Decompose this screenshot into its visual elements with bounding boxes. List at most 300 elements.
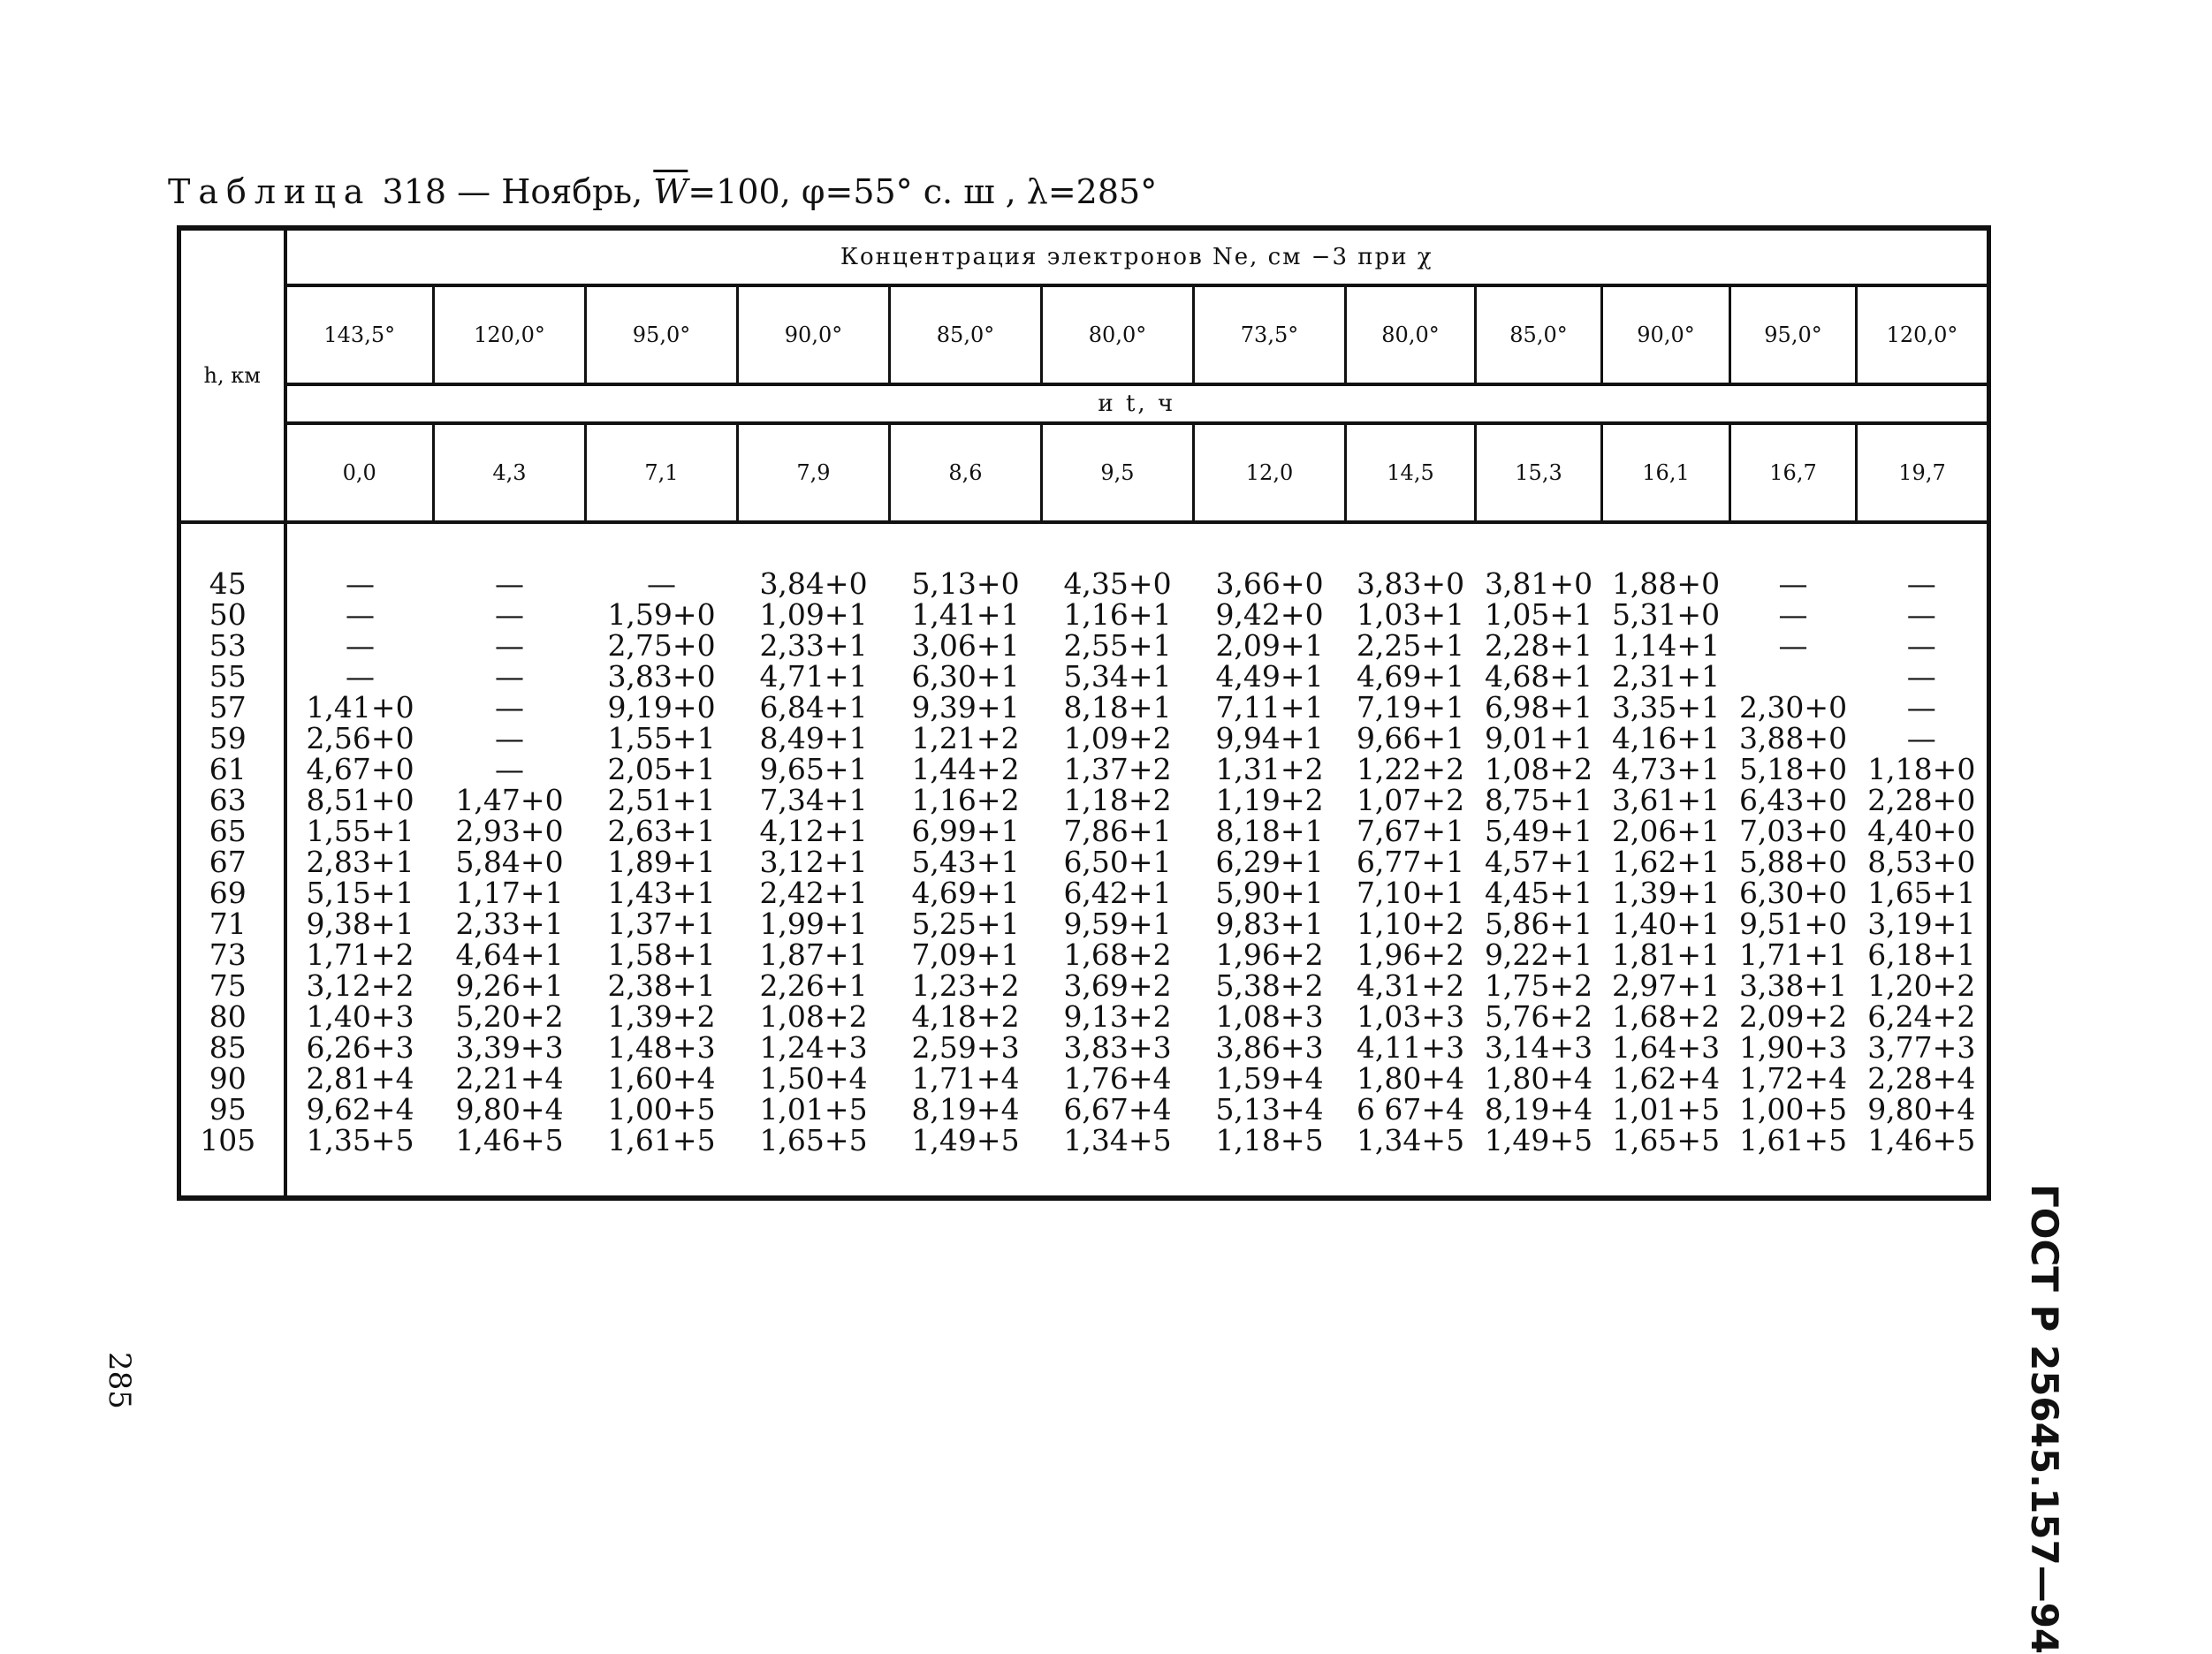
table-row bbox=[179, 1094, 1989, 1125]
value-cell: 5,20+2 bbox=[455, 999, 564, 1034]
value-cell: 5,13+0 bbox=[911, 566, 1020, 601]
altitude-cell: 50 bbox=[179, 599, 285, 630]
value-cell: 9,51+0 bbox=[1738, 907, 1848, 941]
value-cell: 1,05+1 bbox=[1484, 597, 1593, 632]
body-spacer-cell bbox=[1346, 522, 1476, 568]
value-cell: 6,26+3 bbox=[306, 1030, 414, 1065]
t-header-2: 4,3 bbox=[434, 423, 586, 522]
chi-header-9: 85,0° bbox=[1476, 285, 1602, 384]
value-cell: — bbox=[1857, 661, 1989, 692]
t-header-3: 7,1 bbox=[586, 423, 738, 522]
value-cell: 3,84+0 bbox=[759, 566, 868, 601]
chi-header-4: 90,0° bbox=[738, 285, 890, 384]
chi-header-6: 80,0° bbox=[1042, 285, 1194, 384]
value-cell: 9,01+1 bbox=[1484, 721, 1593, 755]
body-spacer-cell bbox=[1042, 522, 1194, 568]
value-cell: 8,18+1 bbox=[1215, 814, 1324, 848]
value-cell: 2,33+1 bbox=[455, 907, 564, 941]
value-cell: 1,80+4 bbox=[1484, 1061, 1593, 1096]
value-cell: 1,48+3 bbox=[607, 1030, 716, 1065]
value-cell: 3,83+0 bbox=[1356, 566, 1465, 601]
value-cell: 6,99+1 bbox=[911, 814, 1020, 848]
value-cell: 1,96+2 bbox=[1356, 937, 1465, 972]
page-number: 285 bbox=[102, 1352, 137, 1409]
and-t-caption: и t, ч bbox=[285, 384, 1989, 423]
altitude-cell: 53 bbox=[179, 630, 285, 661]
value-cell: 1,68+2 bbox=[1611, 999, 1721, 1034]
table-row bbox=[179, 939, 1989, 970]
altitude-cell: 57 bbox=[179, 692, 285, 723]
value-cell: 8,49+1 bbox=[759, 721, 868, 755]
table-row bbox=[179, 1125, 1989, 1156]
table-row bbox=[179, 1063, 1989, 1094]
value-cell: 1,65+5 bbox=[1611, 1123, 1721, 1157]
value-cell: 3,38+1 bbox=[1738, 968, 1848, 1003]
value-cell: 1,01+5 bbox=[759, 1092, 868, 1127]
value-cell: 6,29+1 bbox=[1215, 845, 1324, 879]
electron-concentration-table bbox=[177, 225, 1991, 1201]
t-header-9: 15,3 bbox=[1476, 423, 1602, 522]
value-cell: 9,42+0 bbox=[1215, 597, 1324, 632]
value-cell: 3,35+1 bbox=[1611, 690, 1721, 725]
value-cell: 3,77+3 bbox=[1857, 1032, 1989, 1063]
value-cell: 6,24+2 bbox=[1857, 1001, 1989, 1032]
value-cell: 7,09+1 bbox=[911, 937, 1020, 972]
value-cell: 9,62+4 bbox=[306, 1092, 414, 1127]
altitude-cell: 71 bbox=[179, 908, 285, 939]
table-row bbox=[179, 785, 1989, 816]
value-cell: — bbox=[346, 628, 375, 663]
t-header-4: 7,9 bbox=[738, 423, 890, 522]
value-cell: 1,00+5 bbox=[1738, 1092, 1848, 1127]
value-cell: 4,40+0 bbox=[1857, 816, 1989, 846]
body-end-cell bbox=[1042, 1156, 1194, 1198]
value-cell: 9,65+1 bbox=[759, 752, 868, 786]
value-cell: 5,88+0 bbox=[1738, 845, 1848, 879]
chi-header-5: 85,0° bbox=[890, 285, 1042, 384]
value-cell: 9,83+1 bbox=[1215, 907, 1324, 941]
table-row bbox=[179, 877, 1989, 908]
value-cell: 1,49+5 bbox=[1484, 1123, 1593, 1157]
value-cell: 1,35+5 bbox=[306, 1123, 414, 1157]
body-end-cell bbox=[434, 1156, 586, 1198]
value-cell: 3,39+3 bbox=[455, 1030, 564, 1065]
altitude-cell: 63 bbox=[179, 785, 285, 816]
value-cell: 1,46+5 bbox=[455, 1123, 564, 1157]
value-cell: — bbox=[1857, 568, 1989, 599]
t-header-7: 12,0 bbox=[1194, 423, 1346, 522]
value-cell: 1,03+1 bbox=[1356, 597, 1465, 632]
value-cell: 6,84+1 bbox=[759, 690, 868, 725]
value-cell: 9,80+4 bbox=[1857, 1094, 1989, 1125]
body-spacer-cell bbox=[1730, 522, 1857, 568]
t-header-12: 19,7 bbox=[1857, 423, 1989, 522]
h-km-header: h, км bbox=[179, 228, 285, 522]
body-spacer-cell bbox=[1602, 522, 1730, 568]
value-cell: 1,39+1 bbox=[1611, 876, 1721, 910]
value-cell: 1,88+0 bbox=[1611, 566, 1721, 601]
value-cell: 1,08+2 bbox=[759, 999, 868, 1034]
value-cell: 4,35+0 bbox=[1063, 566, 1172, 601]
value-cell: 1,09+2 bbox=[1063, 721, 1172, 755]
altitude-cell: 90 bbox=[179, 1063, 285, 1094]
value-cell: 4,18+2 bbox=[911, 999, 1020, 1034]
value-cell: 2,81+4 bbox=[306, 1061, 414, 1096]
value-cell: 9,94+1 bbox=[1215, 721, 1324, 755]
value-cell: 6,18+1 bbox=[1857, 939, 1989, 970]
altitude-cell: 59 bbox=[179, 723, 285, 754]
value-cell: 1,17+1 bbox=[455, 876, 564, 910]
value-cell: 1,71+1 bbox=[1738, 937, 1848, 972]
altitude-cell: 80 bbox=[179, 1001, 285, 1032]
body-end-cell bbox=[738, 1156, 890, 1198]
value-cell: 1,44+2 bbox=[911, 752, 1020, 786]
value-cell: 1,62+4 bbox=[1611, 1061, 1721, 1096]
value-cell: 1,14+1 bbox=[1611, 628, 1721, 663]
value-cell: 1,62+1 bbox=[1611, 845, 1721, 879]
value-cell: 5,34+1 bbox=[1063, 659, 1172, 694]
body-end-cell bbox=[179, 1156, 285, 1198]
value-cell: 9,13+2 bbox=[1063, 999, 1172, 1034]
value-cell: 1,39+2 bbox=[607, 999, 716, 1034]
altitude-cell: 73 bbox=[179, 939, 285, 970]
value-cell: 2,30+0 bbox=[1738, 690, 1848, 725]
body-spacer-cell bbox=[434, 522, 586, 568]
value-cell: 5,84+0 bbox=[455, 845, 564, 879]
table-body bbox=[179, 522, 1989, 1198]
value-cell: 2,75+0 bbox=[607, 628, 716, 663]
value-cell: 1,31+2 bbox=[1215, 752, 1324, 786]
body-spacer-cell bbox=[1857, 522, 1989, 568]
value-cell: 5,38+2 bbox=[1215, 968, 1324, 1003]
value-cell: 1,18+0 bbox=[1857, 754, 1989, 785]
value-cell: 3,12+1 bbox=[759, 845, 868, 879]
t-header-6: 9,5 bbox=[1042, 423, 1194, 522]
table-title bbox=[168, 172, 1157, 211]
body-end-cell bbox=[1602, 1156, 1730, 1198]
value-cell: 1,65+5 bbox=[759, 1123, 868, 1157]
table-row bbox=[179, 816, 1989, 846]
value-cell: — bbox=[647, 566, 676, 601]
chi-header-2: 120,0° bbox=[434, 285, 586, 384]
table-row bbox=[179, 970, 1989, 1001]
value-cell: — bbox=[495, 721, 524, 755]
value-cell: 1,40+3 bbox=[306, 999, 414, 1034]
gost-code: ГОСТ Р 25645.157—94 bbox=[2023, 1184, 2066, 1654]
value-cell: — bbox=[1778, 566, 1808, 601]
value-cell: 1,81+1 bbox=[1611, 937, 1721, 972]
value-cell: 2,38+1 bbox=[607, 968, 716, 1003]
value-cell: 3,69+2 bbox=[1063, 968, 1172, 1003]
value-cell: 1,71+4 bbox=[911, 1061, 1020, 1096]
value-cell: 1,24+3 bbox=[759, 1030, 868, 1065]
value-cell: 2,28+1 bbox=[1484, 628, 1593, 663]
value-cell: 3,14+3 bbox=[1484, 1030, 1593, 1065]
chi-header-10: 90,0° bbox=[1602, 285, 1730, 384]
value-cell: 1,60+4 bbox=[607, 1061, 716, 1096]
value-cell: 6,50+1 bbox=[1063, 845, 1172, 879]
altitude-cell: 69 bbox=[179, 877, 285, 908]
altitude-cell: 67 bbox=[179, 846, 285, 877]
value-cell: 8,51+0 bbox=[306, 783, 414, 817]
value-cell: — bbox=[346, 659, 375, 694]
value-cell: — bbox=[346, 597, 375, 632]
value-cell: 2,28+0 bbox=[1857, 785, 1989, 816]
value-cell: 2,21+4 bbox=[455, 1061, 564, 1096]
value-cell: 2,83+1 bbox=[306, 845, 414, 879]
value-cell: 6,42+1 bbox=[1063, 876, 1172, 910]
value-cell: 5,49+1 bbox=[1484, 814, 1593, 848]
table-row bbox=[179, 754, 1989, 785]
value-cell: 7,19+1 bbox=[1356, 690, 1465, 725]
value-cell: 1,37+2 bbox=[1063, 752, 1172, 786]
altitude-cell: 95 bbox=[179, 1094, 285, 1125]
value-cell: 3,83+0 bbox=[607, 659, 716, 694]
t-header-11: 16,7 bbox=[1730, 423, 1857, 522]
value-cell: 4,69+1 bbox=[911, 876, 1020, 910]
value-cell: 4,11+3 bbox=[1356, 1030, 1465, 1065]
value-cell: 1,43+1 bbox=[607, 876, 716, 910]
value-cell: 3,88+0 bbox=[1738, 721, 1848, 755]
value-cell: 8,19+4 bbox=[1484, 1092, 1593, 1127]
value-cell: 1,68+2 bbox=[1063, 937, 1172, 972]
value-cell: — bbox=[495, 597, 524, 632]
value-cell: 1,90+3 bbox=[1738, 1030, 1848, 1065]
chi-header-11: 95,0° bbox=[1730, 285, 1857, 384]
value-cell: 7,10+1 bbox=[1356, 876, 1465, 910]
altitude-cell: 55 bbox=[179, 661, 285, 692]
value-cell: 1,01+5 bbox=[1611, 1092, 1721, 1127]
value-cell: 8,19+4 bbox=[911, 1092, 1020, 1127]
value-cell: 2,33+1 bbox=[759, 628, 868, 663]
chi-header-8: 80,0° bbox=[1346, 285, 1476, 384]
value-cell: 1,03+3 bbox=[1356, 999, 1465, 1034]
body-spacer-cell bbox=[1476, 522, 1602, 568]
value-cell: 2,05+1 bbox=[607, 752, 716, 786]
altitude-cell: 85 bbox=[179, 1032, 285, 1063]
value-cell: 1,76+4 bbox=[1063, 1061, 1172, 1096]
value-cell: 3,86+3 bbox=[1215, 1030, 1324, 1065]
body-end-cell bbox=[285, 1156, 434, 1198]
value-cell: — bbox=[1857, 630, 1989, 661]
value-cell: 1,47+0 bbox=[455, 783, 564, 817]
value-cell: 4,73+1 bbox=[1611, 752, 1721, 786]
chi-header-7: 73,5° bbox=[1194, 285, 1346, 384]
value-cell: 3,61+1 bbox=[1611, 783, 1721, 817]
value-cell: 1,99+1 bbox=[759, 907, 868, 941]
value-cell: — bbox=[495, 628, 524, 663]
body-spacer-cell bbox=[1194, 522, 1346, 568]
table-row bbox=[179, 723, 1989, 754]
value-cell: 1,00+5 bbox=[607, 1092, 716, 1127]
value-cell: — bbox=[1778, 628, 1808, 663]
value-cell: — bbox=[495, 659, 524, 694]
body-spacer-cell bbox=[285, 522, 434, 568]
title-w-symbol: $\overline{W}$ bbox=[653, 172, 688, 211]
value-cell: 5,43+1 bbox=[911, 845, 1020, 879]
value-cell: — bbox=[1857, 692, 1989, 723]
value-cell: 2,93+0 bbox=[455, 814, 564, 848]
value-cell: 4,31+2 bbox=[1356, 968, 1465, 1003]
value-cell: 1,41+1 bbox=[911, 597, 1020, 632]
body-spacer-cell bbox=[890, 522, 1042, 568]
value-cell: — bbox=[1857, 723, 1989, 754]
value-cell: 1,23+2 bbox=[911, 968, 1020, 1003]
value-cell: 9,19+0 bbox=[607, 690, 716, 725]
altitude-cell: 65 bbox=[179, 816, 285, 846]
value-cell: 4,49+1 bbox=[1215, 659, 1324, 694]
value-cell: 9,80+4 bbox=[455, 1092, 564, 1127]
value-cell: 1,34+5 bbox=[1356, 1123, 1465, 1157]
value-cell: 4,12+1 bbox=[759, 814, 868, 848]
body-spacer-cell bbox=[179, 522, 285, 568]
table-row bbox=[179, 908, 1989, 939]
body-end-cell bbox=[1730, 1156, 1857, 1198]
value-cell: 5,90+1 bbox=[1215, 876, 1324, 910]
value-cell: 1,59+0 bbox=[607, 597, 716, 632]
body-end-cell bbox=[586, 1156, 738, 1198]
concentration-caption: Концентрация электронов Nе, см −3 при χ bbox=[285, 228, 1989, 285]
value-cell: 1,18+2 bbox=[1063, 783, 1172, 817]
value-cell: 6,43+0 bbox=[1738, 783, 1848, 817]
altitude-cell: 45 bbox=[179, 568, 285, 599]
value-cell: 1,37+1 bbox=[607, 907, 716, 941]
body-spacer-cell bbox=[738, 522, 890, 568]
value-cell: 1,10+2 bbox=[1356, 907, 1465, 941]
value-cell: 2,97+1 bbox=[1611, 968, 1721, 1003]
value-cell: 6,30+0 bbox=[1738, 876, 1848, 910]
table-row bbox=[179, 692, 1989, 723]
t-header-10: 16,1 bbox=[1602, 423, 1730, 522]
table-row bbox=[179, 661, 1989, 692]
value-cell: 4,68+1 bbox=[1484, 659, 1593, 694]
t-header-8: 14,5 bbox=[1346, 423, 1476, 522]
table-row bbox=[179, 846, 1989, 877]
value-cell: 1,75+2 bbox=[1484, 968, 1593, 1003]
chi-header-12: 120,0° bbox=[1857, 285, 1989, 384]
value-cell: 5,15+1 bbox=[306, 876, 414, 910]
value-cell: 5,76+2 bbox=[1484, 999, 1593, 1034]
value-cell: 1,22+2 bbox=[1356, 752, 1465, 786]
value-cell: 4,71+1 bbox=[759, 659, 868, 694]
value-cell: 8,53+0 bbox=[1857, 846, 1989, 877]
value-cell: 4,69+1 bbox=[1356, 659, 1465, 694]
chi-header-row bbox=[179, 285, 1989, 384]
value-cell: 2,06+1 bbox=[1611, 814, 1721, 848]
value-cell: 5,18+0 bbox=[1738, 752, 1848, 786]
value-cell: 1,65+1 bbox=[1857, 877, 1989, 908]
table-row bbox=[179, 630, 1989, 661]
value-cell: 1,16+2 bbox=[911, 783, 1020, 817]
value-cell: 6,77+1 bbox=[1356, 845, 1465, 879]
value-cell: 7,86+1 bbox=[1063, 814, 1172, 848]
t-header-1: 0,0 bbox=[285, 423, 434, 522]
value-cell: 6,98+1 bbox=[1484, 690, 1593, 725]
body-end-cell bbox=[1857, 1156, 1989, 1198]
value-cell: 5,31+0 bbox=[1611, 597, 1721, 632]
value-cell: 3,66+0 bbox=[1215, 566, 1324, 601]
chi-header-1: 143,5° bbox=[285, 285, 434, 384]
value-cell: 1,64+3 bbox=[1611, 1030, 1721, 1065]
value-cell: 2,42+1 bbox=[759, 876, 868, 910]
value-cell: 2,59+3 bbox=[911, 1030, 1020, 1065]
title-label: Таблица bbox=[168, 172, 372, 211]
value-cell: 7,34+1 bbox=[759, 783, 868, 817]
body-end-cell bbox=[1476, 1156, 1602, 1198]
value-cell: 1,18+5 bbox=[1215, 1123, 1324, 1157]
value-cell: 1,72+4 bbox=[1738, 1061, 1848, 1096]
value-cell: 1,40+1 bbox=[1611, 907, 1721, 941]
value-cell: 5,25+1 bbox=[911, 907, 1020, 941]
value-cell: 9,39+1 bbox=[911, 690, 1020, 725]
title-text: 318 — Ноябрь, bbox=[382, 172, 643, 211]
body-end-cell bbox=[890, 1156, 1042, 1198]
value-cell: 2,51+1 bbox=[607, 783, 716, 817]
value-cell: — bbox=[495, 752, 524, 786]
title-params: =100, φ=55° с. ш , λ=285° bbox=[688, 172, 1158, 211]
value-cell: 1,19+2 bbox=[1215, 783, 1324, 817]
value-cell: 9,22+1 bbox=[1484, 937, 1593, 972]
value-cell: — bbox=[346, 566, 375, 601]
value-cell: 4,57+1 bbox=[1484, 845, 1593, 879]
value-cell: 1,71+2 bbox=[306, 937, 414, 972]
chi-header-3: 95,0° bbox=[586, 285, 738, 384]
value-cell: 7,67+1 bbox=[1356, 814, 1465, 848]
value-cell: 7,11+1 bbox=[1215, 690, 1324, 725]
value-cell: 1,41+0 bbox=[306, 690, 414, 725]
value-cell: 9,59+1 bbox=[1063, 907, 1172, 941]
value-cell: 1,87+1 bbox=[759, 937, 868, 972]
value-cell: 4,16+1 bbox=[1611, 721, 1721, 755]
value-cell: 7,03+0 bbox=[1738, 814, 1848, 848]
value-cell: 1,61+5 bbox=[1738, 1123, 1848, 1157]
value-cell: 9,26+1 bbox=[455, 968, 564, 1003]
value-cell: 1,55+1 bbox=[306, 814, 414, 848]
value-cell: 1,46+5 bbox=[1857, 1125, 1989, 1156]
value-cell: 2,25+1 bbox=[1356, 628, 1465, 663]
value-cell: 3,83+3 bbox=[1063, 1030, 1172, 1065]
value-cell: 8,18+1 bbox=[1063, 690, 1172, 725]
value-cell: 1,08+2 bbox=[1484, 752, 1593, 786]
value-cell: 1,49+5 bbox=[911, 1123, 1020, 1157]
value-cell: 1,59+4 bbox=[1215, 1061, 1324, 1096]
table-row bbox=[179, 568, 1989, 599]
value-cell: 1,16+1 bbox=[1063, 597, 1172, 632]
value-cell: 1,96+2 bbox=[1215, 937, 1324, 972]
t-header-row bbox=[179, 423, 1989, 522]
value-cell: 1,08+3 bbox=[1215, 999, 1324, 1034]
value-cell: 6,30+1 bbox=[911, 659, 1020, 694]
value-cell: 3,12+2 bbox=[306, 968, 414, 1003]
value-cell: 1,80+4 bbox=[1356, 1061, 1465, 1096]
value-cell: 4,45+1 bbox=[1484, 876, 1593, 910]
value-cell: 3,19+1 bbox=[1857, 908, 1989, 939]
value-cell: — bbox=[495, 690, 524, 725]
value-cell: 6,67+4 bbox=[1063, 1092, 1172, 1127]
altitude-cell: 105 bbox=[179, 1125, 285, 1156]
value-cell: 4,64+1 bbox=[455, 937, 564, 972]
value-cell: 6 67+4 bbox=[1356, 1092, 1465, 1127]
value-cell: 4,67+0 bbox=[306, 752, 414, 786]
value-cell: 2,09+1 bbox=[1215, 628, 1324, 663]
altitude-cell: 75 bbox=[179, 970, 285, 1001]
t-header-5: 8,6 bbox=[890, 423, 1042, 522]
value-cell: 1,09+1 bbox=[759, 597, 868, 632]
value-cell: 1,58+1 bbox=[607, 937, 716, 972]
value-cell: 2,26+1 bbox=[759, 968, 868, 1003]
value-cell: 2,56+0 bbox=[306, 721, 414, 755]
value-cell: 1,89+1 bbox=[607, 845, 716, 879]
